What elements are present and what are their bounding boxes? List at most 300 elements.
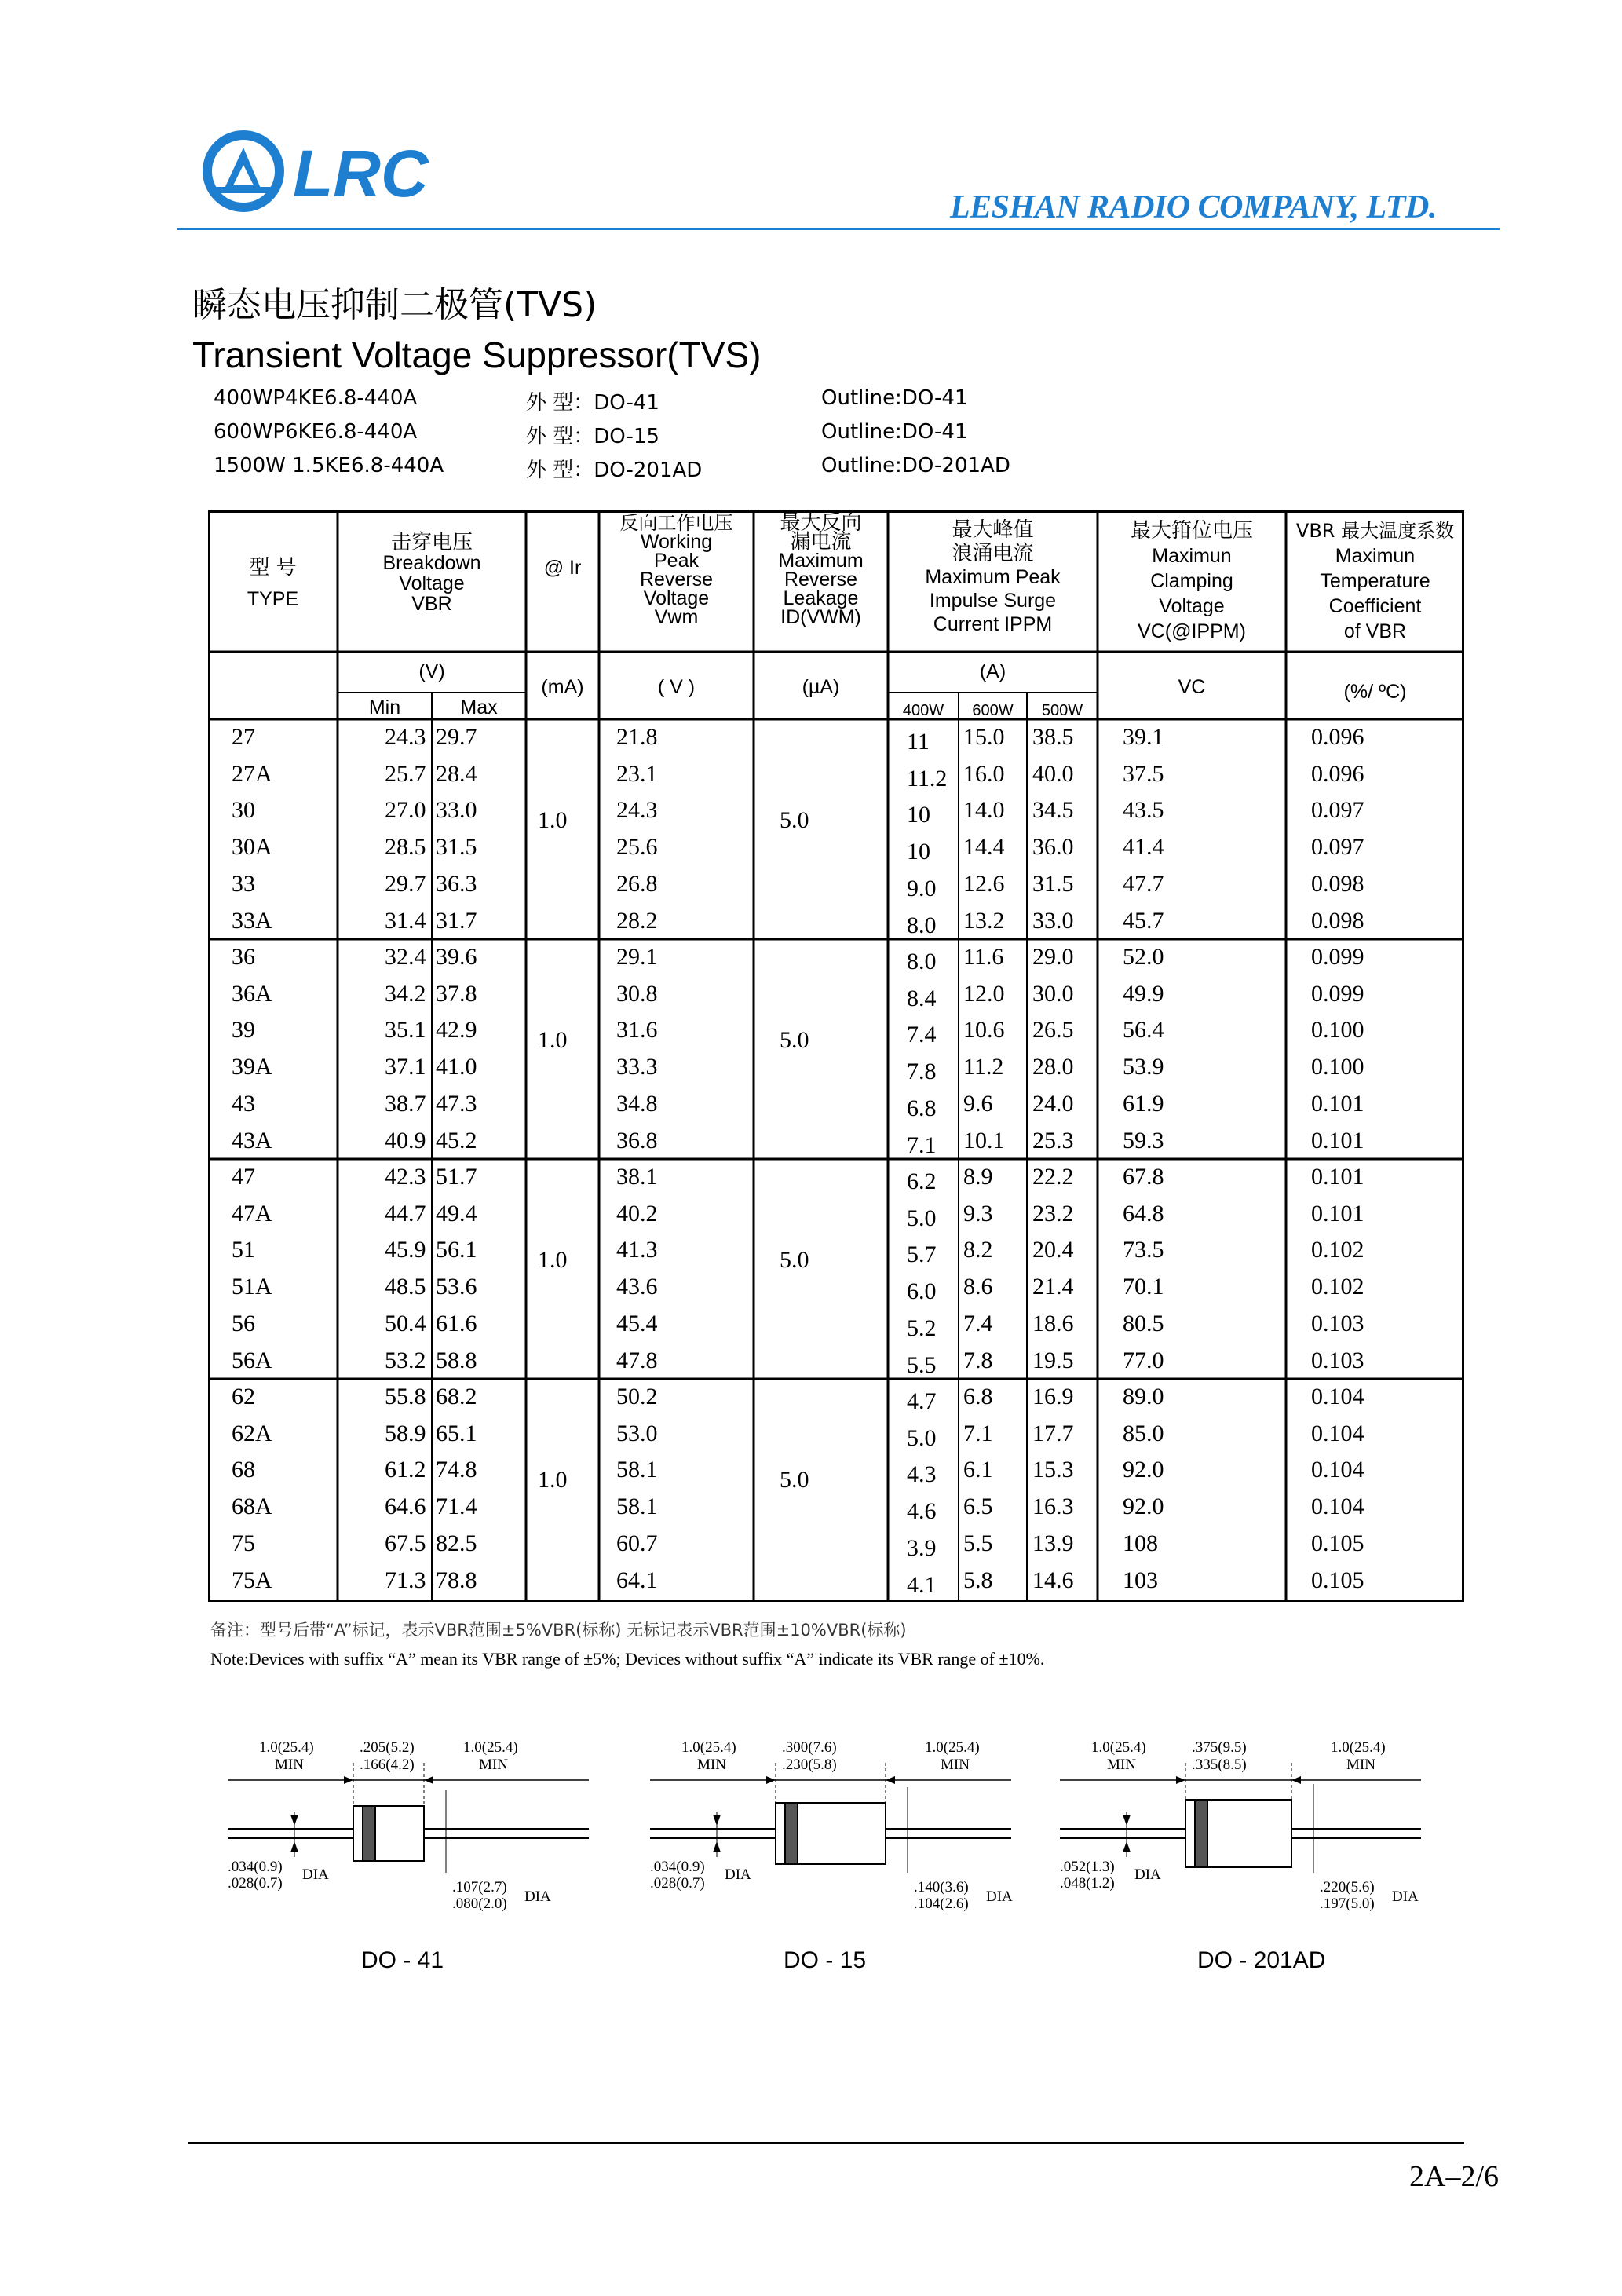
value-cell: 40.0 <box>1032 760 1074 787</box>
type-cell: 62A <box>232 1420 272 1446</box>
value-cell: 21.4 <box>1032 1274 1074 1300</box>
value-cell: 8.2 <box>963 1237 993 1263</box>
value-cell: 15.0 <box>963 724 1005 750</box>
lead-dia-min: .028(0.7) <box>650 1875 705 1892</box>
value-cell: 33.0 <box>436 797 477 824</box>
value-cell: 70.1 <box>1123 1274 1164 1300</box>
value-cell: 31.6 <box>616 1017 658 1044</box>
value-cell: 11.2 <box>963 1054 1004 1080</box>
lead-length-label: 1.0(25.4) <box>1091 1739 1146 1756</box>
value-cell: 53.9 <box>1123 1054 1164 1080</box>
type-cell: 39A <box>232 1054 272 1080</box>
value-cell: 24.0 <box>1032 1090 1074 1117</box>
body-dia-max: .220(5.6) <box>1320 1879 1375 1896</box>
footer-rule <box>188 2142 1464 2144</box>
value-cell: 67.8 <box>1123 1164 1164 1190</box>
dia-label: DIA <box>1134 1866 1161 1883</box>
value-cell: 13.2 <box>963 907 1005 934</box>
value-cell: 0.100 <box>1311 1017 1364 1044</box>
value-cell: 82.5 <box>436 1530 477 1556</box>
value-cell: 28.0 <box>1032 1054 1074 1080</box>
type-cell: 43A <box>232 1127 272 1153</box>
unit-a: (A) <box>979 660 1006 682</box>
series-outline: Outline:DO-201AD <box>821 454 1010 477</box>
value-cell: 10.6 <box>963 1017 1005 1044</box>
value-cell: 52.0 <box>1123 944 1164 970</box>
title-en: Transient Voltage Suppressor(TVS) <box>192 335 762 375</box>
hdr-tc: VBR 最大温度系数 Maximun Temperature Coefficient of VBR <box>1295 520 1455 642</box>
value-cell: 67.5 <box>385 1530 426 1556</box>
value-cell: 5.5 <box>907 1351 937 1378</box>
value-cell: 35.1 <box>385 1017 426 1044</box>
value-cell: 80.5 <box>1123 1310 1164 1336</box>
unit-min: Min <box>368 696 401 718</box>
series-outline: Outline:DO-41 <box>821 420 968 444</box>
value-cell: 6.0 <box>907 1278 937 1305</box>
type-cell: 68 <box>232 1457 255 1483</box>
value-cell: 27.0 <box>385 797 426 824</box>
value-cell: 29.0 <box>1032 944 1074 970</box>
value-cell: 16.9 <box>1032 1384 1074 1409</box>
value-cell: 61.6 <box>436 1310 477 1336</box>
value-cell: 53.6 <box>436 1274 477 1300</box>
value-cell: 37.5 <box>1123 760 1164 787</box>
value-cell: 39.6 <box>436 944 477 970</box>
value-cell: 36.0 <box>1032 834 1074 861</box>
value-cell: 37.1 <box>385 1054 426 1080</box>
hdr-vc: 最大箝位电压 Maximun Clamping Voltage VC(@IPPM) <box>1130 519 1253 642</box>
value-cell: 31.5 <box>436 834 477 861</box>
unit-ua: (µA) <box>802 676 840 698</box>
value-cell: 18.6 <box>1032 1310 1074 1336</box>
value-cell: 6.5 <box>963 1493 993 1520</box>
value-cell: 47.3 <box>436 1090 477 1117</box>
value-cell: 47.7 <box>1123 870 1164 897</box>
value-cell: 64.1 <box>616 1567 658 1593</box>
value-cell: 5.2 <box>907 1314 937 1341</box>
value-cell: 43.6 <box>616 1274 658 1300</box>
value-cell: 0.105 <box>1311 1567 1364 1593</box>
value-cell: 3.9 <box>907 1534 937 1561</box>
value-cell: 21.8 <box>616 724 658 750</box>
type-cell: 27 <box>232 724 255 750</box>
value-cell: 11 <box>907 729 930 755</box>
value-cell: 8.6 <box>963 1274 993 1300</box>
value-cell: 9.6 <box>963 1090 993 1117</box>
spec-table <box>208 510 1464 1602</box>
value-cell: 9.3 <box>963 1200 993 1227</box>
value-cell: 7.4 <box>963 1310 993 1336</box>
unit-600w: 600W <box>972 702 1014 719</box>
value-cell: 11.6 <box>963 944 1004 970</box>
type-cell: 36A <box>232 980 272 1007</box>
value-cell: 25.3 <box>1032 1127 1074 1153</box>
value-cell: 28.5 <box>385 834 426 861</box>
hdr-ippm: 最大峰值 浪涌电流 Maximum Peak Impulse Surge Current IPPM <box>925 518 1061 635</box>
unit-vwm: ( V ) <box>657 676 696 698</box>
value-cell: 23.2 <box>1032 1200 1074 1227</box>
value-cell: 0.100 <box>1311 1054 1364 1080</box>
value-cell: 29.1 <box>616 944 658 970</box>
value-cell: 45.4 <box>616 1310 658 1336</box>
id-cell: 5.0 <box>780 1247 809 1273</box>
body-length-max: .375(9.5) <box>1192 1739 1247 1756</box>
value-cell: 0.103 <box>1311 1310 1364 1336</box>
value-cell: 14.6 <box>1032 1567 1074 1593</box>
value-cell: 28.4 <box>436 760 477 787</box>
value-cell: 38.1 <box>616 1164 658 1190</box>
type-cell: 62 <box>232 1384 255 1409</box>
value-cell: 0.099 <box>1311 980 1364 1007</box>
value-cell: 19.5 <box>1032 1347 1074 1373</box>
value-cell: 34.5 <box>1032 797 1074 824</box>
value-cell: 5.0 <box>907 1424 937 1451</box>
value-cell: 45.9 <box>385 1237 426 1263</box>
body-dia-min: .197(5.0) <box>1320 1896 1375 1912</box>
value-cell: 0.103 <box>1311 1347 1364 1373</box>
type-cell: 75A <box>232 1567 272 1593</box>
type-cell: 36 <box>232 944 255 970</box>
value-cell: 61.9 <box>1123 1090 1164 1117</box>
value-cell: 0.104 <box>1311 1384 1364 1409</box>
ir-cell: 1.0 <box>538 807 568 833</box>
type-cell: 33A <box>232 907 272 934</box>
value-cell: 12.0 <box>963 980 1005 1007</box>
type-cell: 43 <box>232 1090 255 1117</box>
min-label: MIN <box>275 1757 304 1773</box>
value-cell: 71.4 <box>436 1493 477 1520</box>
value-cell: 0.097 <box>1311 797 1364 824</box>
lrc-logo <box>200 126 483 220</box>
value-cell: 33.3 <box>616 1054 658 1080</box>
value-cell: 78.8 <box>436 1567 477 1593</box>
ir-cell: 1.0 <box>538 1467 568 1493</box>
unit-max: Max <box>460 696 498 718</box>
value-cell: 0.101 <box>1311 1164 1364 1190</box>
dia-label: DIA <box>1392 1888 1419 1905</box>
lead-length-label: 1.0(25.4) <box>1331 1739 1386 1756</box>
lead-dia-min: .028(0.7) <box>228 1875 283 1892</box>
value-cell: 58.9 <box>385 1420 426 1446</box>
value-cell: 6.1 <box>963 1457 993 1483</box>
body-dia-min: .080(2.0) <box>452 1896 507 1912</box>
min-label: MIN <box>1346 1757 1375 1773</box>
value-cell: 5.0 <box>907 1205 937 1231</box>
dia-label: DIA <box>986 1888 1013 1905</box>
value-cell: 92.0 <box>1123 1457 1164 1483</box>
value-cell: 0.101 <box>1311 1127 1364 1153</box>
series-part: 400WP4KE6.8-440A <box>214 386 418 410</box>
value-cell: 0.096 <box>1311 724 1364 750</box>
hdr-vwm: 反向工作电压 Working Peak Reverse Voltage Vwm <box>619 512 733 628</box>
note-en: Note:Devices with suffix “A” mean its VBR range of ±5%; Devices without suffix “A” indicate its VBR range of ±10%. <box>210 1649 1045 1669</box>
dia-label: DIA <box>302 1866 329 1883</box>
value-cell: 31.5 <box>1032 870 1074 897</box>
value-cell: 49.4 <box>436 1200 477 1227</box>
value-cell: 16.3 <box>1032 1493 1074 1520</box>
id-cell: 5.0 <box>780 1027 809 1053</box>
value-cell: 6.2 <box>907 1168 937 1194</box>
value-cell: 7.1 <box>907 1132 937 1158</box>
value-cell: 6.8 <box>963 1384 993 1409</box>
unit-tc: (%/ ºC) <box>1343 681 1407 703</box>
value-cell: 45.2 <box>436 1127 477 1153</box>
package-2 <box>1060 1739 1437 1975</box>
type-cell: 51 <box>232 1237 255 1263</box>
value-cell: 29.7 <box>385 870 426 897</box>
value-cell: 25.6 <box>616 834 658 861</box>
value-cell: 30.0 <box>1032 980 1074 1007</box>
value-cell: 23.1 <box>616 760 658 787</box>
value-cell: 56.1 <box>436 1237 477 1263</box>
logo-text: LRC <box>293 137 429 210</box>
value-cell: 31.4 <box>385 907 426 934</box>
min-label: MIN <box>479 1757 508 1773</box>
value-cell: 11.2 <box>907 765 948 792</box>
value-cell: 15.3 <box>1032 1457 1074 1483</box>
value-cell: 49.9 <box>1123 980 1164 1007</box>
body-dia-min: .104(2.6) <box>914 1896 969 1912</box>
value-cell: 16.0 <box>963 760 1005 787</box>
value-cell: 8.0 <box>907 912 937 938</box>
value-cell: 0.099 <box>1311 944 1364 970</box>
value-cell: 0.101 <box>1311 1200 1364 1227</box>
value-cell: 4.3 <box>907 1461 937 1488</box>
series-cn: 外 型：DO-201AD <box>526 459 703 482</box>
value-cell: 53.0 <box>616 1420 658 1446</box>
value-cell: 47.8 <box>616 1347 658 1373</box>
unit-vc: VC <box>1178 676 1206 698</box>
value-cell: 5.8 <box>963 1567 993 1593</box>
ir-cell: 1.0 <box>538 1247 568 1273</box>
unit-v: (V) <box>418 660 445 682</box>
value-cell: 28.2 <box>616 907 658 934</box>
value-cell: 6.8 <box>907 1095 937 1121</box>
value-cell: 0.098 <box>1311 907 1364 934</box>
type-cell: 33 <box>232 870 255 897</box>
value-cell: 17.7 <box>1032 1420 1074 1446</box>
body-length-max: .205(5.2) <box>360 1739 415 1756</box>
header-rule <box>177 228 1500 230</box>
value-cell: 10 <box>907 839 930 865</box>
type-cell: 56 <box>232 1310 255 1336</box>
value-cell: 56.4 <box>1123 1017 1164 1044</box>
company-name: LESHAN RADIO COMPANY, LTD. <box>950 189 1437 225</box>
type-cell: 39 <box>232 1017 255 1044</box>
value-cell: 7.8 <box>963 1347 993 1373</box>
hdr-ir: @ Ir <box>543 557 582 579</box>
title-cn: 瞬态电压抑制二极管(TVS) <box>192 285 597 325</box>
type-cell: 56A <box>232 1347 272 1373</box>
value-cell: 51.7 <box>436 1164 477 1190</box>
value-cell: 41.3 <box>616 1237 658 1263</box>
value-cell: 8.4 <box>907 985 937 1011</box>
lead-dia-min: .048(1.2) <box>1060 1875 1115 1892</box>
value-cell: 43.5 <box>1123 797 1164 824</box>
value-cell: 0.104 <box>1311 1420 1364 1446</box>
value-cell: 22.2 <box>1032 1164 1074 1190</box>
lead-dia-max: .052(1.3) <box>1060 1859 1115 1875</box>
lead-length-label: 1.0(25.4) <box>925 1739 980 1756</box>
value-cell: 59.3 <box>1123 1127 1164 1153</box>
body-dia-max: .107(2.7) <box>452 1879 507 1896</box>
series-cn: 外 型：DO-41 <box>526 391 659 415</box>
value-cell: 32.4 <box>385 944 426 970</box>
value-cell: 8.9 <box>963 1164 993 1190</box>
value-cell: 48.5 <box>385 1274 426 1300</box>
value-cell: 4.6 <box>907 1498 937 1525</box>
lead-length-label: 1.0(25.4) <box>463 1739 518 1756</box>
hdr-id: 最大反向 漏电流 Maximum Reverse Leakage ID(VWM) <box>778 511 864 628</box>
min-label: MIN <box>941 1757 970 1773</box>
value-cell: 60.7 <box>616 1530 658 1556</box>
value-cell: 29.7 <box>436 724 477 750</box>
value-cell: 10 <box>907 802 930 828</box>
package-label: DO - 15 <box>784 1947 867 1973</box>
value-cell: 0.104 <box>1311 1493 1364 1520</box>
value-cell: 65.1 <box>436 1420 477 1446</box>
value-cell: 0.104 <box>1311 1457 1364 1483</box>
value-cell: 7.1 <box>963 1420 993 1446</box>
value-cell: 34.8 <box>616 1090 658 1117</box>
value-cell: 25.7 <box>385 760 426 787</box>
value-cell: 71.3 <box>385 1567 426 1593</box>
body-dia-max: .140(3.6) <box>914 1879 969 1896</box>
lead-dia-max: .034(0.9) <box>228 1859 283 1875</box>
type-cell: 27A <box>232 760 272 787</box>
value-cell: 39.1 <box>1123 724 1164 750</box>
min-label: MIN <box>697 1757 726 1773</box>
value-cell: 24.3 <box>616 797 658 824</box>
value-cell: 7.8 <box>907 1058 937 1085</box>
value-cell: 89.0 <box>1123 1384 1164 1409</box>
value-cell: 12.6 <box>963 870 1005 897</box>
page-number: 2A–2/6 <box>1409 2160 1499 2193</box>
value-cell: 4.7 <box>907 1388 937 1414</box>
body-length-min: .335(8.5) <box>1192 1757 1247 1773</box>
value-cell: 42.3 <box>385 1164 426 1190</box>
body-length-min: .230(5.8) <box>782 1757 837 1773</box>
value-cell: 14.0 <box>963 797 1005 824</box>
value-cell: 42.9 <box>436 1017 477 1044</box>
value-cell: 0.097 <box>1311 834 1364 861</box>
value-cell: 53.2 <box>385 1347 426 1373</box>
note-cn: 备注：型号后带“A”标记，表示VBR范围±5%VBR(标称) 无标记表示VBR范围±10%VBR(标称) <box>210 1621 907 1640</box>
value-cell: 40.2 <box>616 1200 658 1227</box>
value-cell: 14.4 <box>963 834 1005 861</box>
value-cell: 73.5 <box>1123 1237 1164 1263</box>
lead-length-label: 1.0(25.4) <box>681 1739 736 1756</box>
type-cell: 75 <box>232 1530 255 1556</box>
value-cell: 0.102 <box>1311 1237 1364 1263</box>
value-cell: 58.8 <box>436 1347 477 1373</box>
hdr-type: 型 号 TYPE <box>247 556 299 610</box>
type-cell: 51A <box>232 1274 272 1300</box>
value-cell: 33.0 <box>1032 907 1074 934</box>
value-cell: 108 <box>1123 1530 1158 1556</box>
value-cell: 61.2 <box>385 1457 426 1483</box>
value-cell: 30.8 <box>616 980 658 1007</box>
unit-400w: 400W <box>902 702 944 719</box>
value-cell: 50.2 <box>616 1384 658 1409</box>
series-outline: Outline:DO-41 <box>821 386 968 410</box>
value-cell: 85.0 <box>1123 1420 1164 1446</box>
value-cell: 45.7 <box>1123 907 1164 934</box>
value-cell: 103 <box>1123 1567 1158 1593</box>
value-cell: 64.8 <box>1123 1200 1164 1227</box>
dia-label: DIA <box>725 1866 751 1883</box>
value-cell: 38.5 <box>1032 724 1074 750</box>
value-cell: 24.3 <box>385 724 426 750</box>
value-cell: 44.7 <box>385 1200 426 1227</box>
value-cell: 0.105 <box>1311 1530 1364 1556</box>
value-cell: 0.102 <box>1311 1274 1364 1300</box>
type-cell: 68A <box>232 1493 272 1520</box>
value-cell: 0.101 <box>1311 1090 1364 1117</box>
value-cell: 5.7 <box>907 1241 937 1268</box>
value-cell: 68.2 <box>436 1384 477 1409</box>
package-label: DO - 201AD <box>1197 1947 1326 1973</box>
lead-length-label: 1.0(25.4) <box>259 1739 314 1756</box>
value-cell: 9.0 <box>907 875 937 901</box>
value-cell: 26.8 <box>616 870 658 897</box>
value-cell: 0.098 <box>1311 870 1364 897</box>
value-cell: 41.4 <box>1123 834 1164 861</box>
type-cell: 47A <box>232 1200 272 1227</box>
id-cell: 5.0 <box>780 807 809 833</box>
value-cell: 38.7 <box>385 1090 426 1117</box>
value-cell: 20.4 <box>1032 1237 1074 1263</box>
body-length-max: .300(7.6) <box>782 1739 837 1756</box>
id-cell: 5.0 <box>780 1467 809 1493</box>
value-cell: 13.9 <box>1032 1530 1074 1556</box>
value-cell: 64.6 <box>385 1493 426 1520</box>
value-cell: 50.4 <box>385 1310 426 1336</box>
series-part: 600WP6KE6.8-440A <box>214 420 418 444</box>
unit-500w: 500W <box>1041 702 1083 719</box>
value-cell: 58.1 <box>616 1457 658 1483</box>
min-label: MIN <box>1107 1757 1136 1773</box>
value-cell: 26.5 <box>1032 1017 1074 1044</box>
package-0 <box>228 1739 605 1975</box>
value-cell: 36.3 <box>436 870 477 897</box>
value-cell: 4.1 <box>907 1571 937 1598</box>
value-cell: 7.4 <box>907 1022 937 1048</box>
value-cell: 77.0 <box>1123 1347 1164 1373</box>
ir-cell: 1.0 <box>538 1027 568 1053</box>
value-cell: 10.1 <box>963 1127 1005 1153</box>
value-cell: 40.9 <box>385 1127 426 1153</box>
value-cell: 58.1 <box>616 1493 658 1520</box>
type-cell: 30A <box>232 834 272 861</box>
value-cell: 55.8 <box>385 1384 426 1409</box>
value-cell: 34.2 <box>385 980 426 1007</box>
series-cn: 外 型：DO-15 <box>526 425 659 448</box>
value-cell: 37.8 <box>436 980 477 1007</box>
value-cell: 8.0 <box>907 949 937 974</box>
body-length-min: .166(4.2) <box>360 1757 415 1773</box>
value-cell: 36.8 <box>616 1127 658 1153</box>
hdr-vbr: 击穿电压 Breakdown Voltage VBR <box>382 531 481 615</box>
value-cell: 31.7 <box>436 907 477 934</box>
package-1 <box>650 1739 1027 1975</box>
type-cell: 47 <box>232 1164 255 1190</box>
type-cell: 30 <box>232 797 255 824</box>
value-cell: 5.5 <box>963 1530 993 1556</box>
unit-ma: (mA) <box>541 676 584 698</box>
value-cell: 92.0 <box>1123 1493 1164 1520</box>
package-label: DO - 41 <box>361 1947 444 1973</box>
